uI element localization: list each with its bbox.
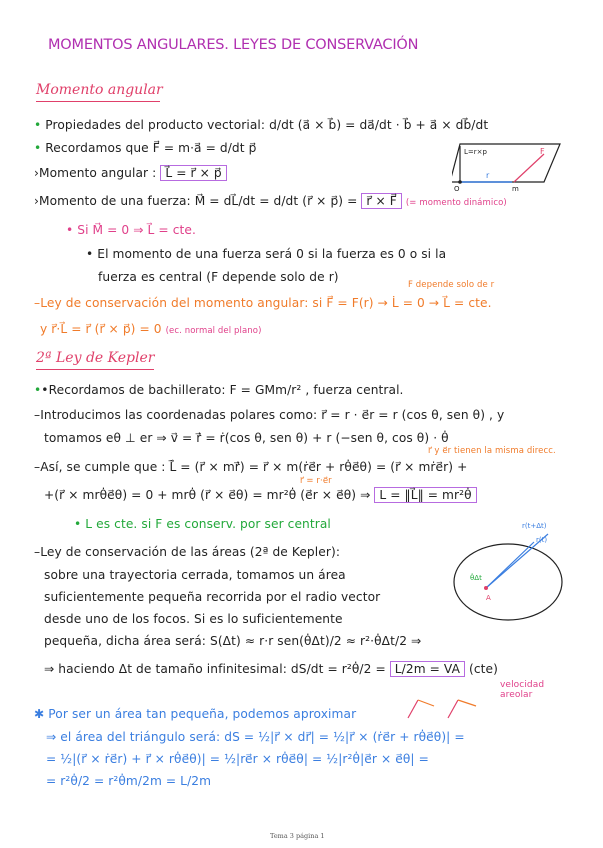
diagram-label: F (540, 147, 545, 156)
formula-box: L = ‖L⃗‖ = mr²θ̇ (374, 487, 476, 503)
diagram-label: r(t) (536, 536, 548, 544)
text-line: fuerza es central (F depende solo de r) (98, 270, 339, 284)
text-line: –Ley de conservación del momento angular: si F⃗ = F(r) → L̇ = 0 → L⃗ = cte. (34, 296, 492, 310)
text-line: = r²θ̇/2 = r²θ̇m/2m = L/2m (46, 774, 212, 788)
text-line: –Así, se cumple que : L̇⃗ = (r⃗ × mṙ⃗) = r⃗ × m(ṙe⃗r + rθ̇e⃗θ) = (r⃗ × mṙe⃗r) + (34, 460, 468, 474)
text-line: ✱ Por ser un área tan pequeña, podemos aproximar (34, 707, 357, 721)
text-line: • Si M⃗ = 0 ⇒ L⃗ = cte. (66, 223, 196, 237)
page-title: MOMENTOS ANGULARES. LEYES DE CONSERVACIÓN (48, 37, 419, 53)
text-line: pequeña, dicha área será: S(Δt) ≈ r·r sen(θ̇Δt)/2 ≈ r²·θ̇Δt/2 ⇒ (44, 634, 422, 648)
text-line: +(r⃗ × mrθ̇e⃗θ) = 0 + mrθ̇ (r⃗ × e⃗θ) = mr²θ̇ (e⃗r × e⃗θ) ⇒ L = ‖L⃗‖ = mr²θ̇ (44, 488, 477, 502)
text-line: suficientemente pequeña recorrida por el radio vector (44, 590, 381, 604)
text-line: –Ley de conservación de las áreas (2ª de Kepler): (34, 545, 341, 559)
section-underline (36, 101, 160, 102)
ellipse-diagram (448, 518, 568, 624)
section-title-kepler: 2ª Ley de Kepler (36, 350, 155, 366)
diagram-label: m (512, 185, 519, 192)
text-line: • Recordamos que F⃗ = m·a⃗ = d/dt p⃗ (34, 141, 257, 155)
annotation: velocidad areolar (500, 680, 545, 700)
text-line: ›Momento de una fuerza: M⃗ = dL⃗/dt = d/dt (r⃗ × p⃗) = r⃗ × F⃗ (= momento dinámico) (34, 194, 507, 208)
text-line: desde uno de los focos. Si es lo suficientemente (44, 612, 343, 626)
section-title-momento-angular: Momento angular (36, 82, 163, 98)
text-line: ⇒ el área del triángulo será: dS = ½|r⃗ × dr⃗| = ½|r⃗ × (ṙe⃗r + rθ̇e⃗θ)| = (46, 730, 465, 744)
section-underline (36, 369, 154, 370)
parallelogram-diagram (452, 140, 568, 192)
text-line: ›Momento angular : L⃗ = r⃗ × p⃗ (34, 166, 227, 180)
text-line: = ½|(r⃗ × ṙe⃗r) + r⃗ × rθ̇e⃗θ)| = ½|re⃗r × rθ̇e⃗θ| = ½|r²θ̇|e⃗r × e⃗θ| = (46, 752, 429, 766)
diagram-label: r (486, 171, 490, 180)
text-line: • L es cte. si F es conserv. por ser central (74, 517, 331, 531)
diagram-label: A (486, 594, 491, 602)
text-line: ⇒ haciendo Δt de tamaño infinitesimal: dS/dt = r²θ̇/2 = L/2m = VA (cte) (44, 662, 499, 676)
annotation: r⃗ = r·e⃗r (300, 476, 332, 486)
diagram-label: r(t+Δt) (522, 522, 547, 530)
formula-box: r⃗ × F⃗ (361, 193, 401, 209)
annotation: F depende solo de r (408, 280, 495, 290)
text-line: –Introducimos las coordenadas polares como: r⃗ = r · e⃗r = r (cos θ, sen θ) , y (34, 408, 505, 422)
text-line: sobre una trayectoria cerrada, tomamos un área (44, 568, 346, 582)
formula-box: L⃗ = r⃗ × p⃗ (160, 165, 226, 181)
text-line: • El momento de una fuerza será 0 si la fuerza es 0 o si la (86, 247, 447, 261)
formula-box: L/2m = VA (390, 661, 465, 677)
diagram-label: O (454, 185, 460, 192)
text-line: • Propiedades del producto vectorial: d/dt (a⃗ × b⃗) = da⃗/dt · b⃗ + a⃗ × db⃗/dt (34, 118, 489, 132)
text-line: ••Recordamos de bachillerato: F = GMm/r² , fuerza central. (34, 383, 404, 397)
text-line: y r⃗·L⃗ = r⃗ (r⃗ × p⃗) = 0 (ec. normal del plano) (40, 322, 262, 336)
triangle-sketch (404, 696, 484, 722)
text-line: tomamos eθ ⊥ er ⇒ v⃗ = ṙ⃗ = ṙ(cos θ, sen θ) + r (−sen θ, cos θ) · θ̇ (44, 431, 449, 445)
diagram-label: θ̇Δt (470, 574, 482, 582)
page-footer: Tema 3 página 1 (270, 832, 325, 840)
diagram-label: L=r×p (464, 148, 487, 156)
annotation: r⃗ y e⃗r tienen la misma direcc. (428, 446, 556, 456)
